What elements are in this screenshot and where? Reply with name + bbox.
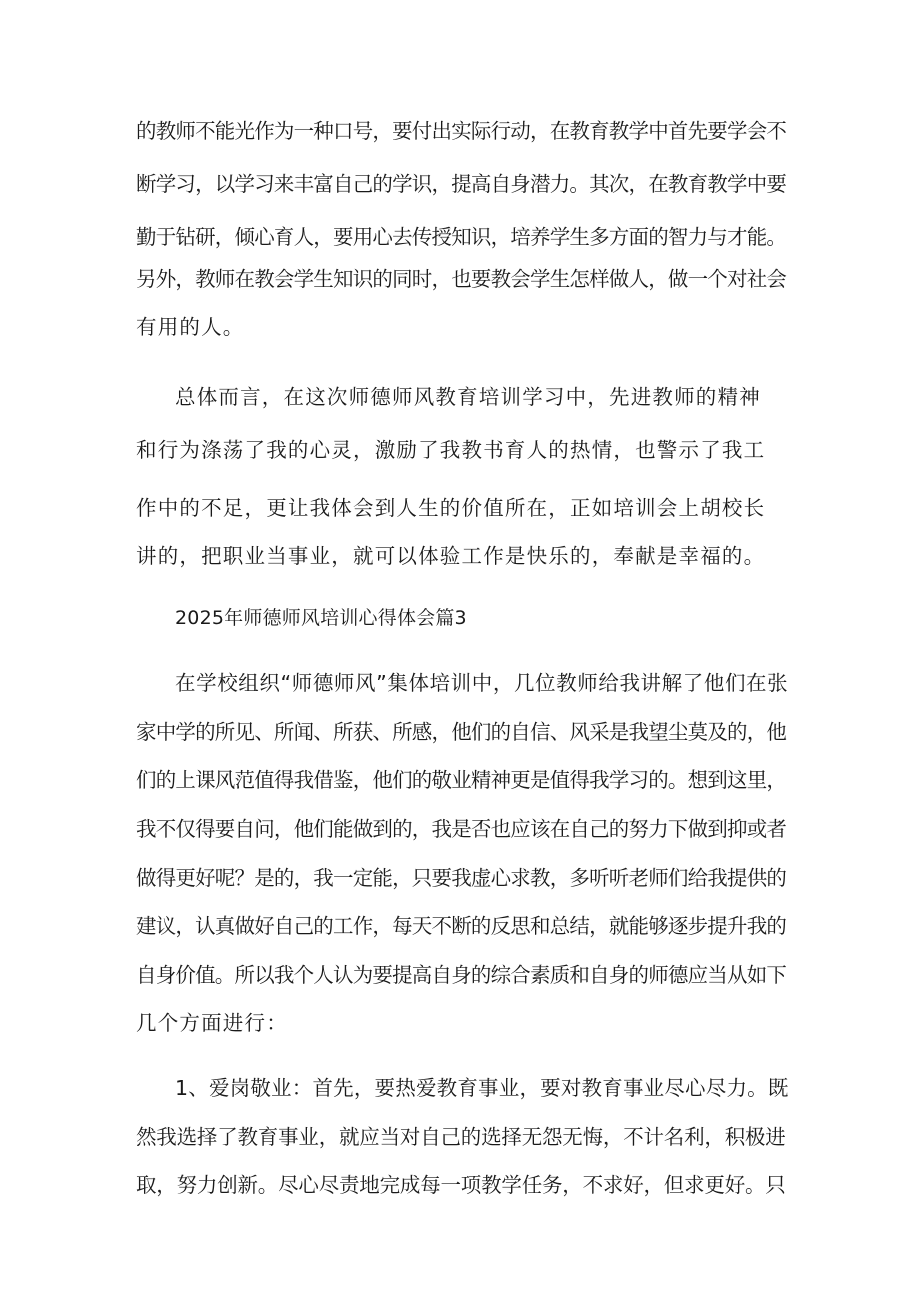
paragraph-line: 然我选择了教育事业，就应当对自己的选择无怨无悔，不计名利，积极进 bbox=[136, 1125, 786, 1149]
paragraph-line: 总体而言，在这次师德师风教育培训学习中，先进教师的精神 bbox=[175, 385, 761, 409]
paragraph-line: 做得更好呢？是的，我一定能，只要我虚心求教，多听听老师们给我提供的 bbox=[136, 866, 787, 890]
paragraph-line: 家中学的所见、所闻、所获、所感，他们的自信、风采是我望尘莫及的，他 bbox=[136, 720, 787, 744]
paragraph-line: 的教师不能光作为一种口号，要付出实际行动，在教育教学中首先要学会不 bbox=[136, 119, 787, 143]
paragraph-line: 我不仅得要自问，他们能做到的，我是否也应该在自己的努力下做到抑或者 bbox=[136, 817, 787, 841]
paragraph-line: 勤于钻研，倾心育人，要用心去传授知识，培养学生多方面的智力与才能。 bbox=[136, 225, 787, 249]
paragraph-line: 作中的不足，更让我体会到人生的价值所在，正如培训会上胡校长 bbox=[136, 496, 766, 520]
paragraph-line: 取，努力创新。尽心尽责地完成每一项教学任务，不求好，但求更好。只 bbox=[136, 1173, 786, 1197]
paragraph-line: 讲的，把职业当事业，就可以体验工作是快乐的，奉献是幸福的。 bbox=[136, 544, 766, 568]
paragraph-line: 在学校组织“师德师风”集体培训中，几位教师给我讲解了他们在张 bbox=[175, 671, 789, 695]
paragraph-line: 建议，认真做好自己的工作，每天不断的反思和总结，就能够逐步提升我的 bbox=[136, 914, 787, 938]
paragraph-line: 自身价值。所以我个人认为要提高自身的综合素质和自身的师德应当从如下 bbox=[136, 963, 787, 987]
paragraph-line: 断学习，以学习来丰富自己的学识，提高自身潜力。其次，在教育教学中要 bbox=[136, 172, 787, 196]
paragraph-line: 另外，教师在教会学生知识的同时，也要教会学生怎样做人，做一个对社会 bbox=[136, 267, 787, 291]
paragraph-line: 和行为涤荡了我的心灵，激励了我教书育人的热情，也警示了我工 bbox=[136, 438, 766, 462]
paragraph-line: 1、爱岗敬业：首先，要热爱教育事业，要对教育事业尽心尽力。既 bbox=[175, 1076, 789, 1100]
paragraph-line: 有用的人。 bbox=[136, 315, 245, 339]
paragraph-line: 几个方面进行： bbox=[136, 1011, 288, 1035]
paragraph-line: 们的上课风范值得我借鉴，他们的敬业精神更是值得我学习的。想到这里， bbox=[136, 768, 787, 792]
section-heading: 2025年师德师风培训心得体会篇3 bbox=[175, 607, 467, 629]
